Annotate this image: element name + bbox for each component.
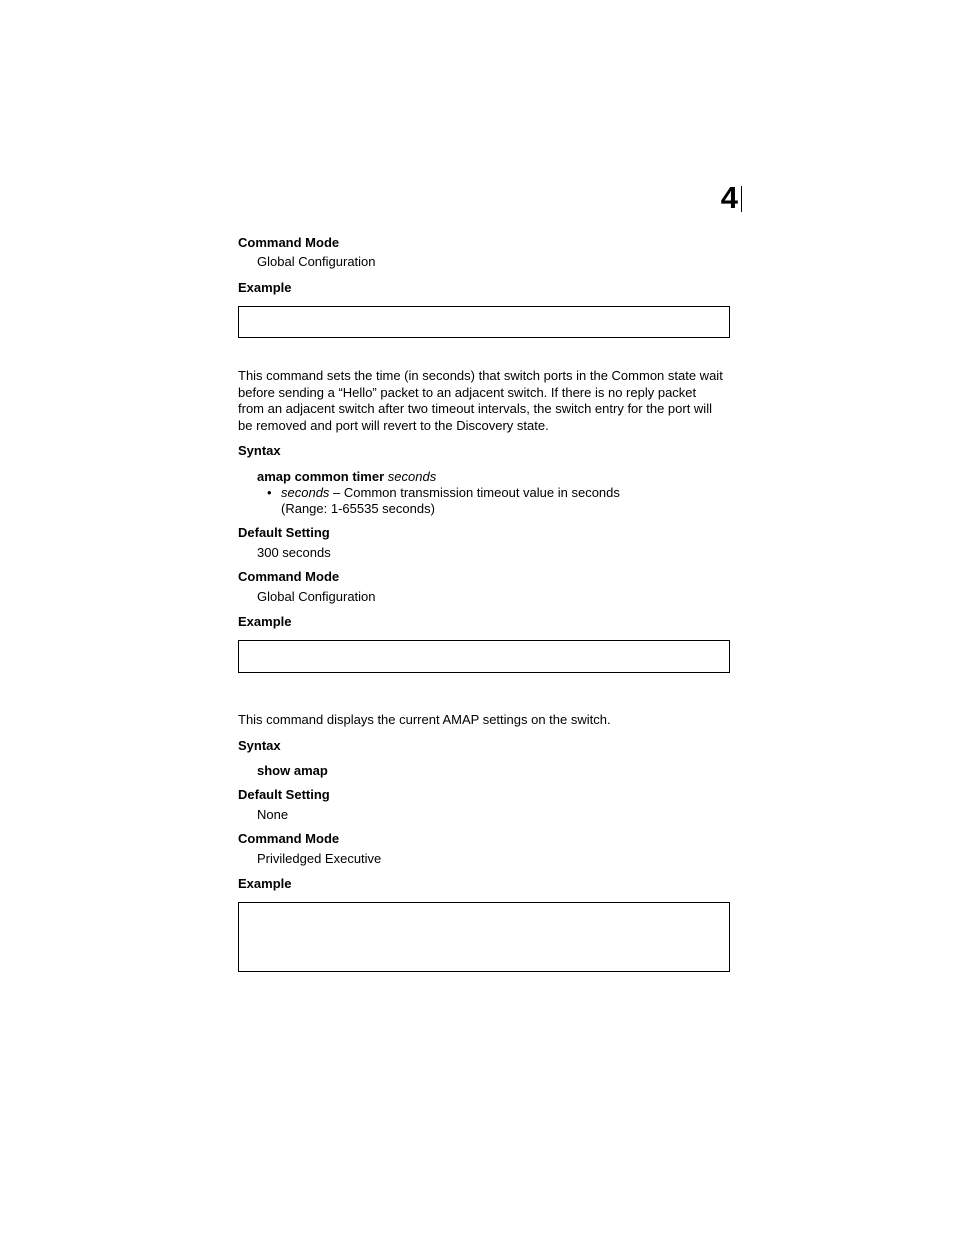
- bullet-icon: •: [267, 485, 272, 500]
- command-mode-heading: Command Mode: [238, 569, 340, 584]
- description-line: from an adjacent switch after two timeout intervals, the switch entry for the port will: [238, 401, 712, 416]
- example-code-box: [238, 306, 730, 338]
- command-description: This command displays the current AMAP settings on the switch.: [238, 712, 611, 727]
- parameter-name: seconds: [281, 485, 330, 500]
- example-heading: Example: [238, 614, 292, 629]
- description-line: This command sets the time (in seconds) that switch ports in the Common state wait: [238, 368, 723, 383]
- syntax-heading: Syntax: [238, 738, 281, 753]
- chapter-number: 4: [720, 180, 738, 215]
- syntax-parameter: seconds: [387, 469, 437, 484]
- default-setting-value: None: [257, 807, 289, 822]
- default-setting-value: 300 seconds: [257, 545, 331, 560]
- parameter-range: (Range: 1-65535 seconds): [281, 501, 435, 516]
- example-code-box: [238, 902, 730, 972]
- example-heading: Example: [238, 280, 292, 295]
- command-description: [238, 368, 730, 434]
- syntax-heading: Syntax: [238, 443, 281, 458]
- parameter-text: – Common transmission timeout value in seconds: [329, 485, 620, 500]
- chapter-marker: [715, 180, 742, 215]
- syntax-line: [257, 469, 436, 485]
- default-setting-heading: Default Setting: [238, 525, 330, 540]
- example-code-box: [238, 640, 730, 673]
- syntax-command: show amap: [257, 763, 328, 778]
- parameter-description: [281, 485, 620, 517]
- command-mode-value: Global Configuration: [257, 254, 376, 269]
- description-line: be removed and port will revert to the Discovery state.: [238, 417, 549, 433]
- description-line: before sending a “Hello” packet to an adjacent switch. If there is no reply packet: [238, 384, 697, 400]
- command-mode-heading: Command Mode: [238, 235, 340, 250]
- command-mode-heading: Command Mode: [238, 831, 340, 846]
- syntax-command: amap common timer: [257, 469, 385, 484]
- command-mode-value: Priviledged Executive: [257, 851, 382, 866]
- example-heading: Example: [238, 876, 292, 891]
- default-setting-heading: Default Setting: [238, 787, 330, 802]
- command-mode-value: Global Configuration: [257, 589, 376, 604]
